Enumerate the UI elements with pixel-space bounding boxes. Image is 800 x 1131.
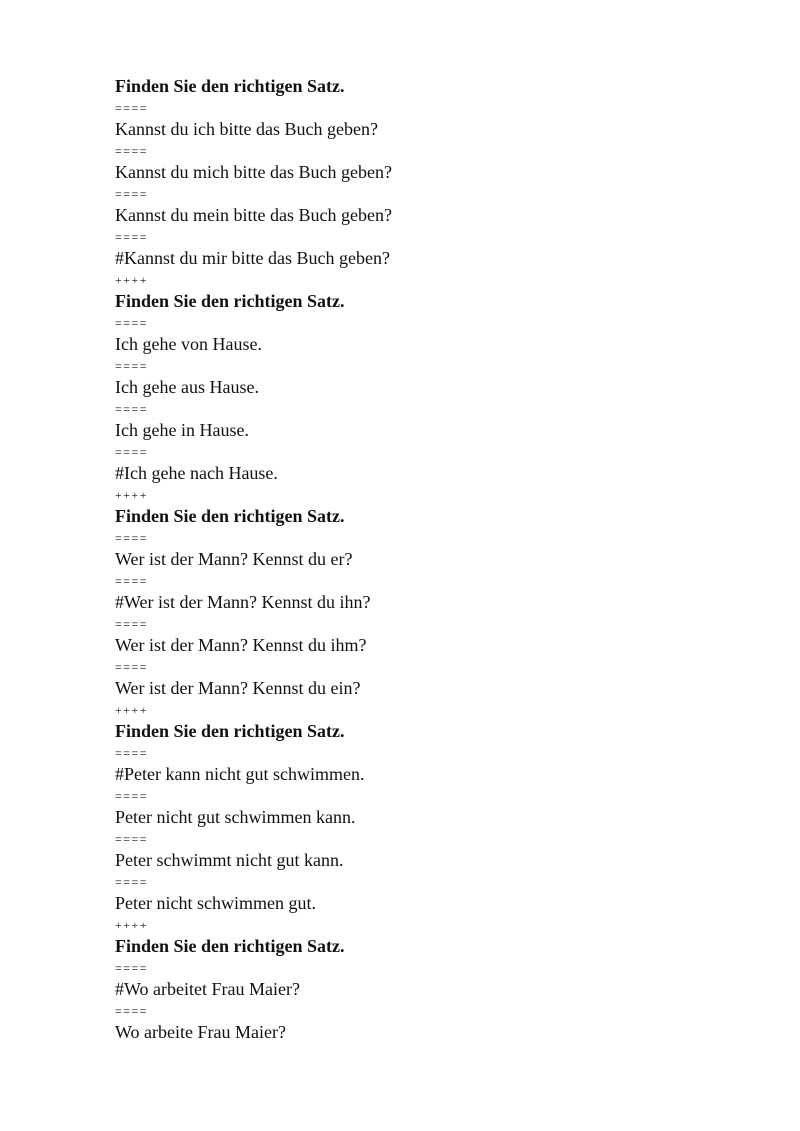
question-title: Finden Sie den richtigen Satz.	[115, 936, 345, 956]
option-separator: ====	[115, 531, 149, 545]
option-separator: ====	[115, 789, 149, 803]
option-separator: ====	[115, 144, 149, 158]
question-block	[115, 936, 715, 1043]
option-separator: ====	[115, 359, 149, 373]
answer-option: #Peter kann nicht gut schwimmen.	[115, 764, 365, 784]
question-end-marker: ++++	[115, 488, 149, 502]
option-separator: ====	[115, 402, 149, 416]
document-body	[115, 76, 715, 1043]
option-separator: ====	[115, 875, 149, 889]
answer-option: #Wer ist der Mann? Kennst du ihn?	[115, 592, 371, 612]
answer-option: Wer ist der Mann? Kennst du ein?	[115, 678, 361, 698]
answer-option: Peter nicht schwimmen gut.	[115, 893, 316, 913]
answer-option: Wer ist der Mann? Kennst du er?	[115, 549, 353, 569]
question-block	[115, 291, 715, 506]
answer-option: #Ich gehe nach Hause.	[115, 463, 278, 483]
answer-option: #Wo arbeitet Frau Maier?	[115, 979, 300, 999]
option-separator: ====	[115, 617, 149, 631]
question-end-marker: ++++	[115, 703, 149, 717]
option-separator: ====	[115, 574, 149, 588]
option-separator: ====	[115, 445, 149, 459]
question-title: Finden Sie den richtigen Satz.	[115, 291, 345, 311]
option-separator: ====	[115, 832, 149, 846]
option-separator: ====	[115, 746, 149, 760]
answer-option: Ich gehe aus Hause.	[115, 377, 259, 397]
answer-option: Peter nicht gut schwimmen kann.	[115, 807, 356, 827]
option-separator: ====	[115, 230, 149, 244]
answer-option: Peter schwimmt nicht gut kann.	[115, 850, 344, 870]
question-title: Finden Sie den richtigen Satz.	[115, 76, 345, 96]
option-separator: ====	[115, 660, 149, 674]
answer-option: #Kannst du mir bitte das Buch geben?	[115, 248, 390, 268]
question-end-marker: ++++	[115, 918, 149, 932]
option-separator: ====	[115, 187, 149, 201]
question-title: Finden Sie den richtigen Satz.	[115, 721, 345, 741]
option-separator: ====	[115, 1004, 149, 1018]
option-separator: ====	[115, 101, 149, 115]
question-block	[115, 76, 715, 291]
answer-option: Kannst du mein bitte das Buch geben?	[115, 205, 392, 225]
question-block	[115, 721, 715, 936]
question-block	[115, 506, 715, 721]
option-separator: ====	[115, 316, 149, 330]
answer-option: Ich gehe in Hause.	[115, 420, 249, 440]
question-title: Finden Sie den richtigen Satz.	[115, 506, 345, 526]
answer-option: Kannst du mich bitte das Buch geben?	[115, 162, 392, 182]
answer-option: Ich gehe von Hause.	[115, 334, 262, 354]
answer-option: Kannst du ich bitte das Buch geben?	[115, 119, 378, 139]
answer-option: Wer ist der Mann? Kennst du ihm?	[115, 635, 367, 655]
answer-option: Wo arbeite Frau Maier?	[115, 1022, 286, 1042]
option-separator: ====	[115, 961, 149, 975]
question-end-marker: ++++	[115, 273, 149, 287]
